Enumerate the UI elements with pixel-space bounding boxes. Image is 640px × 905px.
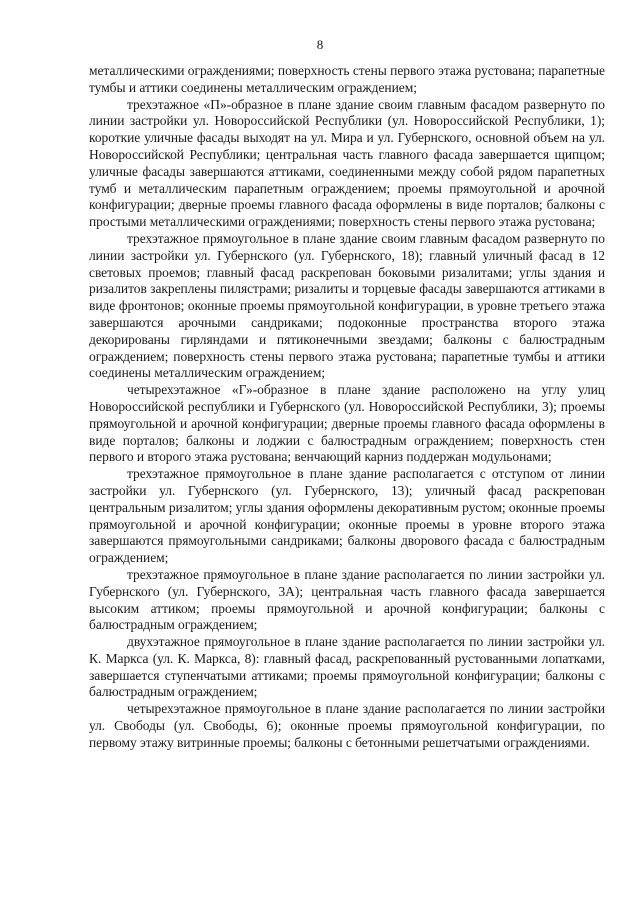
paragraph-building-gubernskogo-13: трехэтажное прямоугольное в плане здание располагается с отступом от линии застройки ул. Губернского (ул. Губернского, 13); уличный фасад раскрепован центральным ризалитом; углы здания оформлены декоративным рустом; оконные проемы прямоугольной и арочной конфигурации; оконные проемы в уровне второго этажа завершаются прямоугольными сандриками; балконы дворового фасада с балюстрадным ограждением; bbox=[89, 466, 605, 566]
document-body bbox=[89, 63, 605, 752]
paragraph-building-gubernskogo-3a: трехэтажное прямоугольное в плане здание располагается по линии застройки ул. Губернского (ул. Губернского, 3А); центральная часть главного фасада завершается высоким аттиком; проемы прямоугольной и арочной конфигурации; балконы с балюстрадным ограждением; bbox=[89, 566, 605, 633]
paragraph-building-novorossiyskoy-3: четырехэтажное «Г»-образное в плане здание расположено на углу улиц Новороссийской республики и Губернского (ул. Новороссийской Республики, 3); проемы прямоугольной и арочной конфигурации; дверные проемы главного фасада оформлены в виде порталов; балконы и лоджии с балюстрадным ограждением; поверхность стен первого и второго этажа рустована; венчающий карниз поддержан модульонами; bbox=[89, 382, 605, 465]
paragraph-building-marksa-8: двухэтажное прямоугольное в плане здание располагается по линии застройки ул. К. Маркса (ул. К. Маркса, 8): главный фасад, раскрепованный рустованными лопатками, завершается ступенчатыми аттиками; проемы прямоугольной конфигурации; балконы с балюстрадным ограждением; bbox=[89, 634, 605, 700]
paragraph-continuation: металлическими ограждениями; поверхность стены первого этажа рустована; парапетные тумбы и аттики соединены металлическим ограждением; bbox=[89, 63, 605, 95]
paragraph-building-gubernskogo-18: трехэтажное прямоугольное в плане здание своим главным фасадом развернуто по линии застройки ул. Губернского (ул. Губернского, 18); главный уличный фасад в 12 световых проемов; главный фасад раскрепован боковыми ризалитами; углы здания и ризалитов закреплены пилястрами; ризалиты и торцевые фасады завершаются аттиками в виде фронтонов; оконные проемы прямоугольной конфигурации, в уровне третьего этажа завершаются арочными сандриками; подоконные пространства второго этажа декорированы гирляндами и пятиконечными звездами; балконы с балюстрадным ограждением; поверхность стены первого этажа рустована; парапетные тумбы и аттики соединены металлическим ограждением; bbox=[89, 230, 605, 381]
page-number: 8 bbox=[316, 37, 324, 52]
paragraph-building-svobody-6: четырехэтажное прямоугольное в плане здание располагается по линии застройки ул. Свободы (ул. Свободы, 6); оконные проемы прямоугольной конфигурации, по первому этажу витринные проемы; балконы с бетонными решетчатыми ограждениями. bbox=[89, 701, 605, 750]
paragraph-building-novorossiyskoy-1: трехэтажное «П»-образное в плане здание своим главным фасадом развернуто по линии застройки ул. Новороссийской Республики (ул. Новороссийской Республики, 1); короткие уличные фасады выходят на ул. Мира и ул. Губернского, основной объем на ул. Новороссийской Республики; центральная часть главного фасада завершается щипцом; уличные фасады завершаются аттиками, соединенными между собой рядом парапетных тумб и металлическим парапетным ограждением; проемы прямоугольной и арочной конфигурации; дверные проемы главного фасада оформлены в виде порталов; балконы с простыми металлическими ограждениями; поверхность стены первого этажа рустована; bbox=[89, 96, 605, 230]
